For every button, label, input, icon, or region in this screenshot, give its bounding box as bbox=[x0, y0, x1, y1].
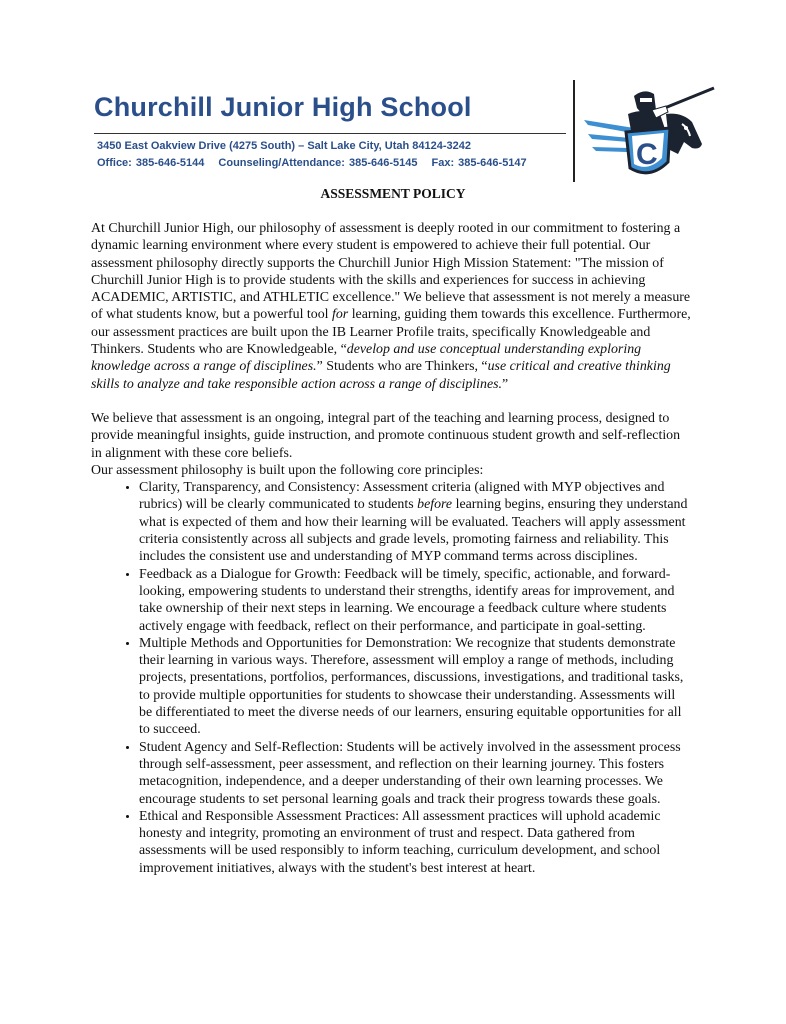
school-name: Churchill Junior High School bbox=[94, 92, 472, 122]
header-divider bbox=[573, 80, 575, 182]
school-address: 3450 East Oakview Drive (4275 South) – Salt Lake City, Utah 84124-3242 bbox=[97, 140, 471, 152]
page-title: ASSESSMENT POLICY bbox=[320, 186, 466, 201]
list-item: • Multiple Methods and Opportunities for Demonstration: We recognize that students demonstrate their learning in various ways. Therefore, assessment will employ a range of methods, including projects, presentations, portfolios, performances, discussions, investigations, and traditional tasks, to provide multiple opportunities for students to showcase their understanding. Assessments will be differentiated to meet the diverse needs of our learners, ensuring equitable opportunities for all to succeed. bbox=[139, 635, 691, 739]
logo-letter: C bbox=[636, 138, 658, 171]
policy-body bbox=[91, 220, 691, 877]
principles-intro: Our assessment philosophy is built upon the following core principles: bbox=[91, 462, 484, 478]
letterhead bbox=[0, 0, 786, 200]
list-item: • Feedback as a Dialogue for Growth: Feedback will be timely, specific, actionable, and forward-looking, empowering students to understand their strengths, identify areas for improvement, and take ownership of their next steps in learning. We encourage a feedback culture where students actively engage with feedback, reflect on their performance, and participate in goal-setting. bbox=[139, 566, 691, 635]
principles-list bbox=[91, 479, 691, 877]
knight-mascot-logo bbox=[582, 84, 717, 184]
header-rule bbox=[94, 133, 566, 134]
fax-number: Fax: 385-646-5147 bbox=[431, 157, 527, 169]
beliefs-paragraph: We believe that assessment is an ongoing, integral part of the teaching and learning process, designed to provide meaningful insights, guide instruction, and promote continuous student growth and self-reflection in alignment with these core beliefs. bbox=[91, 410, 681, 461]
list-item: • Ethical and Responsible Assessment Practices: All assessment practices will uphold academic honesty and integrity, promoting an environment of trust and respect. Data gathered from assessments will be used responsibly to inform teaching, curriculum development, and school improvement initiatives, always with the student's best interest at heart. bbox=[139, 808, 691, 877]
list-item: • Clarity, Transparency, and Consistency: Assessment criteria (aligned with MYP objectives and rubrics) will be clearly communicated to students before learning begins, ensuring they understand what is expected of them and how their learning will be evaluated. Teachers will apply assessment criteria consistently across all subjects and grade levels, promoting fairness and reliability. This includes the consistent use and understanding of MYP command terms across disciplines. bbox=[139, 479, 691, 565]
list-item: • Student Agency and Self-Reflection: Students will be actively involved in the assessment process through self-assessment, peer assessment, and reflection on their learning journey. This fosters metacognition, independence, and a deeper understanding of their own learning processes. We encourage students to set personal learning goals and track their progress towards these goals. bbox=[139, 739, 691, 808]
office-phone: Office: 385-646-5144 bbox=[97, 157, 205, 169]
intro-paragraph: At Churchill Junior High, our philosophy of assessment is deeply rooted in our commitment to fostering a dynamic learning environment where every student is empowered to achieve their full potential. Our assessment philosophy directly supports the Churchill Junior High Mission Statement: "The mission of Churchill Junior High is to provide students with the skills and experiences for success in achieving ACADEMIC, ARTISTIC, and ATHLETIC excellence." We believe that assessment is not merely a measure of what students know, but a powerful tool for learning, guiding them towards this excellence. Furthermore, our assessment practices are built upon the IB Learner Profile traits, specifically Knowledgeable and Thinkers. Students who are Knowledgeable, “develop and use conceptual understanding exploring knowledge across a range of disciplines.” Students who are Thinkers, “use critical and creative thinking skills to analyze and take responsible action across a range of disciplines.” bbox=[91, 221, 691, 392]
counseling-phone: Counseling/Attendance: 385-646-5145 bbox=[218, 157, 418, 169]
contact-numbers bbox=[97, 157, 541, 169]
